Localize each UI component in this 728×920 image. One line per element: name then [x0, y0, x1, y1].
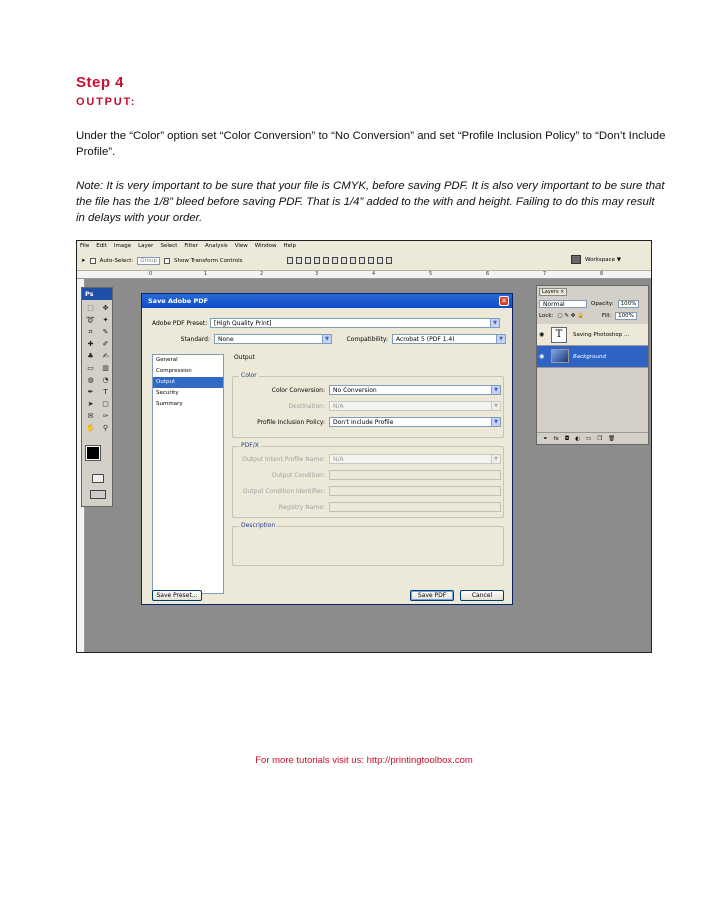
align-left-icon[interactable]	[314, 257, 320, 264]
preset-row	[152, 318, 500, 328]
align-right-icon[interactable]	[332, 257, 338, 264]
menu-file[interactable]: File	[80, 243, 90, 249]
zoom-tool-icon[interactable]: ⚲	[102, 424, 109, 432]
condition-identifier-field[interactable]	[329, 486, 501, 496]
distribute-center-icon[interactable]	[377, 257, 383, 264]
preset-value: [High Quality Print]	[214, 319, 272, 327]
mask-icon[interactable]: ◘	[564, 435, 570, 442]
screen-mode-button[interactable]	[90, 490, 106, 499]
layer-name: Background	[573, 354, 606, 360]
color-group-label: Color	[241, 372, 257, 379]
layer-row[interactable]	[537, 346, 648, 368]
menu-select[interactable]: Select	[160, 243, 178, 249]
distribute-top-icon[interactable]	[341, 257, 347, 264]
layers-panel	[536, 285, 649, 445]
chevron-down-icon: ▼	[322, 335, 331, 343]
menu-image[interactable]: Image	[113, 243, 132, 249]
foreground-color-swatch[interactable]	[86, 446, 100, 460]
link-icon[interactable]: ⚭	[543, 435, 548, 442]
ruler-tick: 0	[149, 271, 153, 277]
ruler-tick: 4	[372, 271, 376, 277]
chevron-down-icon: ▼	[491, 418, 500, 426]
instructions-paragraph: Under the “Color” option set “Color Conversion” to “No Conversion” and set “Profile Inclusion Policy” to “Don’t Include Profile”.	[76, 130, 666, 158]
crop-tool-icon[interactable]: ⌗	[88, 328, 93, 336]
folder-icon[interactable]: ▭	[585, 435, 592, 442]
pdfx-group	[232, 442, 504, 518]
save-pdf-dialog	[141, 293, 513, 605]
menu-view[interactable]: View	[234, 243, 248, 249]
options-bar	[77, 251, 651, 271]
ps-logo: Ps	[82, 288, 112, 300]
align-center-icon[interactable]	[323, 257, 329, 264]
color-group	[232, 372, 504, 438]
layers-tab[interactable]: Layers ×	[539, 288, 567, 296]
standard-dropdown[interactable]	[214, 334, 332, 344]
chevron-down-icon: ▼	[491, 386, 500, 394]
compatibility-label: Compatibility:	[346, 335, 388, 343]
fill-field[interactable]: 100%	[615, 312, 637, 320]
profile-policy-label: Profile Inclusion Policy:	[257, 419, 325, 426]
section-title: Output	[234, 354, 255, 361]
fill-label: Fill:	[601, 313, 612, 319]
menu-filter[interactable]: Filter	[184, 243, 199, 249]
footer-link[interactable]: For more tutorials visit us: http://printingtoolbox.com	[255, 755, 473, 766]
opacity-field[interactable]: 100%	[618, 300, 640, 308]
align-middle-icon[interactable]	[296, 257, 302, 264]
registry-name-field[interactable]	[329, 502, 501, 512]
healing-brush-icon[interactable]: ✚	[87, 340, 94, 348]
menu-bar	[77, 241, 651, 251]
gradient-tool-icon[interactable]: ▥	[102, 364, 109, 372]
marquee-tool-icon[interactable]: ⬚	[87, 304, 94, 312]
horizontal-ruler	[77, 271, 651, 279]
category-output[interactable]: Output	[153, 377, 223, 388]
auto-select-dropdown[interactable]: Group	[137, 257, 160, 265]
magic-wand-icon[interactable]: ✦	[102, 316, 109, 324]
destination-value: N/A	[333, 402, 344, 410]
dodge-tool-icon[interactable]: ◔	[102, 376, 109, 384]
registry-name-label: Registry Name:	[278, 504, 325, 511]
ruler-tick: 7	[543, 271, 547, 277]
show-transform-label: Show Transform Controls	[174, 257, 243, 264]
save-preset-button[interactable]: Save Preset...	[152, 590, 202, 601]
ruler-tick: 2	[260, 271, 264, 277]
preset-label: Adobe PDF Preset:	[152, 319, 208, 327]
intent-profile-value: N/A	[333, 455, 344, 463]
hand-tool-icon[interactable]: ✋	[86, 424, 95, 432]
compatibility-dropdown[interactable]	[392, 334, 506, 344]
standard-label: Standard:	[180, 335, 210, 343]
opacity-label: Opacity:	[591, 301, 614, 307]
trash-icon[interactable]: 🗑	[608, 435, 616, 442]
eye-icon[interactable]: ◉	[539, 353, 545, 360]
description-label: Description	[241, 522, 276, 529]
menu-layer[interactable]: Layer	[138, 243, 154, 249]
shape-tool-icon[interactable]: ▢	[102, 400, 109, 408]
description-group	[232, 522, 504, 566]
output-condition-field[interactable]	[329, 470, 501, 480]
workspace-label: Workspace ▼	[584, 256, 621, 263]
category-compression[interactable]: Compression	[156, 368, 192, 374]
menu-help[interactable]: Help	[283, 243, 297, 249]
compatibility-value: Acrobat 5 (PDF 1.4)	[396, 335, 455, 343]
chevron-down-icon: ▼	[491, 402, 500, 410]
type-tool-icon[interactable]: T	[103, 388, 108, 396]
auto-select-label: Auto-Select:	[99, 257, 134, 264]
photoshop-screenshot	[76, 240, 652, 653]
move-tool-icon[interactable]: ✥	[102, 304, 109, 312]
quick-mask-button[interactable]	[92, 474, 104, 483]
workspace-menu[interactable]	[571, 255, 621, 264]
stamp-tool-icon[interactable]: ♣	[87, 352, 94, 360]
destination-dropdown[interactable]	[329, 401, 501, 411]
chevron-down-icon: ▼	[496, 335, 505, 343]
workspace-icon	[571, 255, 581, 264]
distribute-bottom-icon[interactable]	[359, 257, 365, 264]
layers-footer	[537, 432, 648, 444]
standard-row	[174, 334, 506, 344]
ruler-tick: 5	[429, 271, 433, 277]
menu-window[interactable]: Window	[254, 243, 277, 249]
chevron-down-icon: ▼	[490, 319, 499, 327]
step-title: Step 4	[76, 74, 125, 91]
color-conversion-label: Color Conversion:	[271, 387, 325, 394]
profile-policy-value: Don't Include Profile	[333, 418, 394, 426]
menu-edit[interactable]: Edit	[96, 243, 107, 249]
new-layer-icon[interactable]: ❐	[597, 435, 603, 442]
category-list	[152, 354, 224, 594]
layer-thumbnail: T	[551, 327, 567, 343]
layer-name: Saving Photoshop ...	[573, 332, 630, 338]
output-condition-label: Output Condition:	[271, 472, 325, 479]
blend-mode-value: Normal	[543, 300, 565, 308]
menu-analysis[interactable]: Analysis	[205, 243, 228, 249]
profile-policy-dropdown[interactable]	[329, 417, 501, 427]
color-conversion-dropdown[interactable]	[329, 385, 501, 395]
eraser-tool-icon[interactable]: ▭	[87, 364, 94, 372]
brush-tool-icon[interactable]: ✐	[102, 340, 109, 348]
cancel-button[interactable]: Cancel	[460, 590, 504, 601]
lock-icon[interactable]: ▢ ✎ ✥ 🔒	[557, 313, 584, 319]
close-icon[interactable]: ✕	[499, 296, 509, 306]
eye-icon[interactable]: ◉	[539, 331, 545, 338]
ruler-tick: 3	[315, 271, 319, 277]
move-tool-icon[interactable]: ➤	[81, 257, 86, 264]
destination-label: Destination:	[288, 403, 325, 410]
align-top-icon[interactable]	[287, 257, 293, 264]
distribute-middle-icon[interactable]	[350, 257, 356, 264]
align-bottom-icon[interactable]	[305, 257, 311, 264]
blur-tool-icon[interactable]: ◍	[87, 376, 94, 384]
note-paragraph: Note: It is very important to be sure that your file is CMYK, before saving PDF. It is also very important to be sure that the file has the 1/8” bleed before saving PDF. That is 1/4” added to the with and height. Failing to do this may result in delays with your order.	[76, 180, 665, 224]
slice-tool-icon[interactable]: ✎	[102, 328, 109, 336]
ruler-tick: 6	[486, 271, 490, 277]
adjustment-icon[interactable]: ◐	[575, 435, 580, 442]
category-summary[interactable]: Summary	[156, 401, 183, 407]
notes-tool-icon[interactable]: ✉	[87, 412, 94, 420]
save-pdf-button[interactable]: Save PDF	[410, 590, 454, 601]
intent-profile-label: Output Intent Profile Name:	[242, 456, 325, 463]
tools-palette	[81, 287, 113, 507]
category-security[interactable]: Security	[156, 390, 179, 396]
history-brush-icon[interactable]: ✍	[102, 352, 109, 360]
dialog-title-bar	[142, 294, 512, 308]
layer-row[interactable]	[537, 324, 648, 346]
distribute-left-icon[interactable]	[368, 257, 374, 264]
pen-tool-icon[interactable]: ✒	[87, 388, 94, 396]
blend-mode-dropdown[interactable]	[539, 300, 587, 308]
dialog-title: Save Adobe PDF	[148, 297, 209, 305]
pdfx-group-label: PDF/X	[241, 442, 259, 449]
intent-profile-dropdown[interactable]	[329, 454, 501, 464]
step-subtitle: OUTPUT:	[76, 96, 137, 108]
color-conversion-value: No Conversion	[333, 386, 377, 394]
path-select-icon[interactable]: ➤	[87, 400, 94, 408]
lock-label: Lock:	[539, 313, 554, 319]
eyedropper-icon[interactable]: ✑	[102, 412, 109, 420]
distribute-right-icon[interactable]	[386, 257, 392, 264]
chevron-down-icon: ▼	[491, 455, 500, 463]
ruler-tick: 8	[600, 271, 604, 277]
auto-select-checkbox[interactable]	[90, 258, 96, 264]
standard-value: None	[218, 335, 234, 343]
align-buttons	[287, 257, 392, 264]
preset-dropdown[interactable]	[210, 318, 500, 328]
fx-icon[interactable]: fx	[553, 435, 559, 442]
condition-identifier-label: Output Condition Identifier:	[242, 488, 325, 495]
lasso-tool-icon[interactable]: ➰	[86, 316, 95, 324]
ruler-tick: 1	[204, 271, 208, 277]
category-general[interactable]: General	[156, 357, 178, 363]
layer-thumbnail-image	[551, 349, 569, 363]
show-transform-checkbox[interactable]	[164, 258, 170, 264]
